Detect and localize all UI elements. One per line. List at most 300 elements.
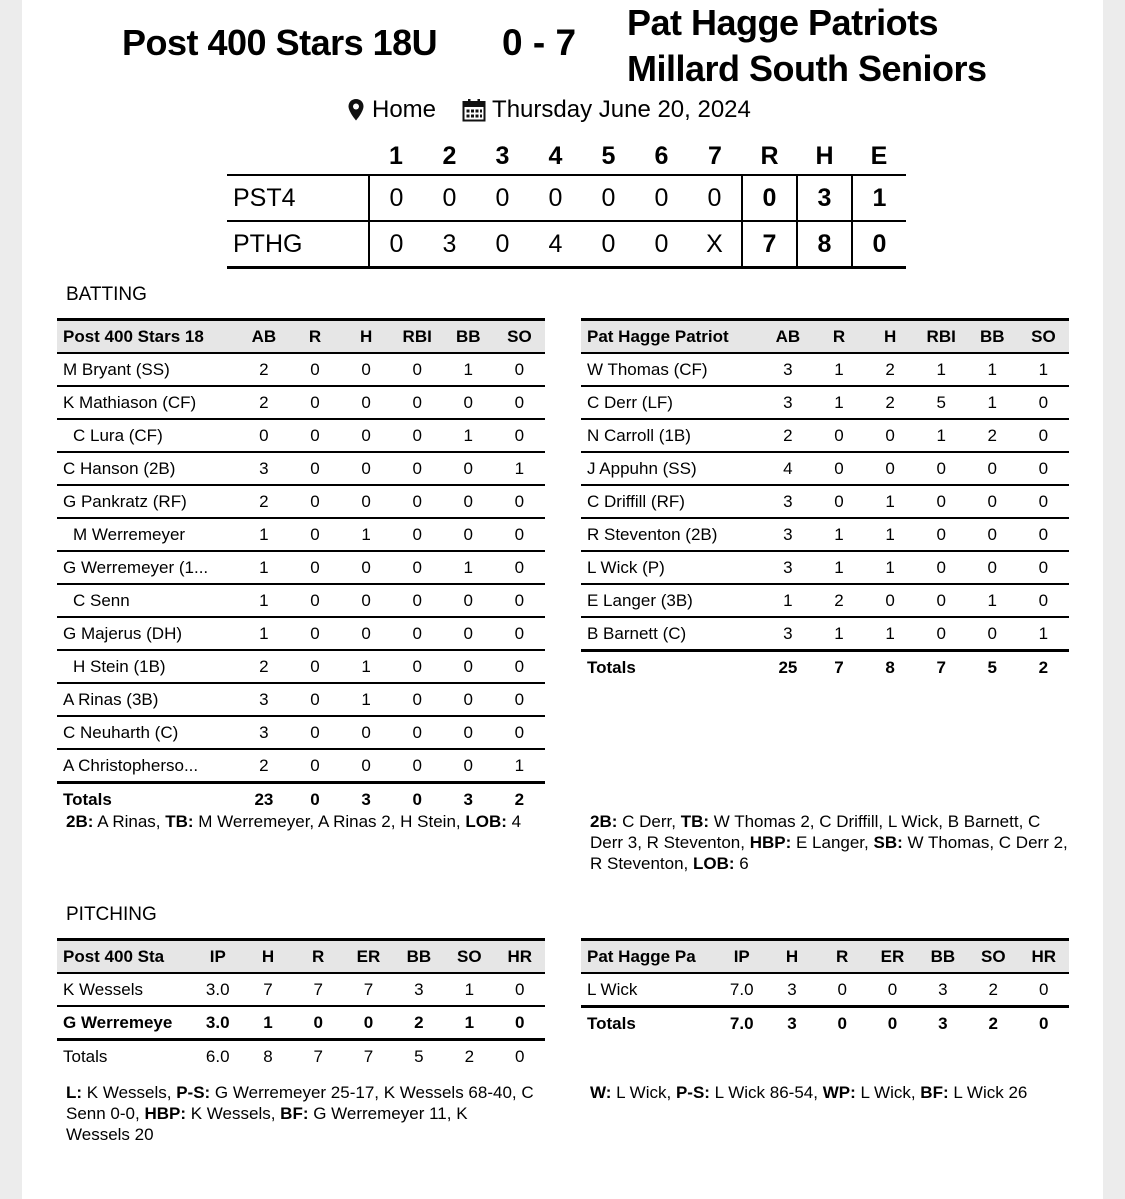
stat-value: 0 xyxy=(392,386,443,419)
stat-value: 1 xyxy=(444,1006,494,1040)
batting-section-title: BATTING xyxy=(66,284,147,305)
stat-column-header: H xyxy=(767,940,817,974)
inning-header: 7 xyxy=(708,141,722,170)
totals-label: Totals xyxy=(63,1046,108,1066)
stat-value: 1 xyxy=(865,485,916,518)
player-name: G Majerus (DH) xyxy=(57,617,238,650)
linescore-table xyxy=(227,138,906,269)
pitching-notes-away xyxy=(66,1082,539,1145)
note-label: BF: xyxy=(280,1104,309,1123)
stat-column-header: BB xyxy=(967,320,1018,354)
totals-value: 8 xyxy=(885,657,895,677)
stat-value: 1 xyxy=(444,973,494,1006)
note-label: L: xyxy=(66,1083,83,1102)
stat-value: 0 xyxy=(916,617,967,651)
inning-score: 0 xyxy=(635,221,688,268)
totals-value: 0 xyxy=(887,1013,898,1033)
stat-value: 3 xyxy=(238,683,289,716)
home-team-name-line2: Millard South Seniors xyxy=(627,48,987,89)
stat-value: 3.0 xyxy=(193,1006,243,1040)
linescore-row-home xyxy=(227,221,906,268)
stat-column-header: ER xyxy=(867,940,917,974)
note-label: P-S: xyxy=(675,1083,710,1102)
stat-value: 0 xyxy=(443,617,494,650)
player-name: L Wick (P) xyxy=(581,551,762,584)
stat-value: 3 xyxy=(762,617,813,651)
stat-value: 0 xyxy=(289,452,340,485)
stat-value: 0 xyxy=(289,551,340,584)
stat-value: 3 xyxy=(762,353,813,386)
totals-value: 3 xyxy=(787,1013,797,1033)
table-row xyxy=(581,452,1069,485)
stat-column-header: IP xyxy=(193,940,243,974)
player-name: C Neuharth (C) xyxy=(57,716,238,749)
stat-column-header: BB xyxy=(918,940,968,974)
errors-total: 0 xyxy=(852,221,906,268)
stat-value: 0 xyxy=(494,551,545,584)
totals-label: Totals xyxy=(587,1013,636,1033)
totals-value: 5 xyxy=(987,657,998,677)
stat-value: 0 xyxy=(494,419,545,452)
player-name: N Carroll (1B) xyxy=(581,419,762,452)
inning-score: 0 xyxy=(688,175,742,221)
inning-header: 2 xyxy=(442,141,457,170)
stat-value: 0 xyxy=(1018,452,1069,485)
map-pin-icon xyxy=(347,98,365,122)
table-row xyxy=(581,617,1069,651)
linescore-corner xyxy=(227,138,369,175)
note-label: WP: xyxy=(822,1083,856,1102)
player-name: C Driffill (RF) xyxy=(581,485,762,518)
stat-column-header: HR xyxy=(495,940,545,974)
table-header-row xyxy=(57,320,545,354)
player-name: E Langer (3B) xyxy=(581,584,762,617)
totals-value: 6.0 xyxy=(205,1046,230,1066)
stat-value: 1 xyxy=(238,617,289,650)
stat-value: 0 xyxy=(341,353,392,386)
stat-value: 0 xyxy=(341,452,392,485)
stat-column-header: RBI xyxy=(392,320,443,354)
totals-label: Totals xyxy=(587,657,636,677)
totals-value: 23 xyxy=(254,789,274,809)
inning-score: 0 xyxy=(423,175,476,221)
stat-column-header: SO xyxy=(444,940,494,974)
stat-value: 1 xyxy=(967,584,1018,617)
stat-value: 0 xyxy=(289,683,340,716)
stat-value: 0 xyxy=(494,617,545,650)
stat-value: 1 xyxy=(865,518,916,551)
stat-column-header: AB xyxy=(238,320,289,354)
stat-value: 1 xyxy=(865,551,916,584)
stat-column-header: AB xyxy=(762,320,813,354)
note-label: TB: xyxy=(680,812,710,831)
stat-value: 3 xyxy=(238,452,289,485)
player-name: C Hanson (2B) xyxy=(57,452,238,485)
table-header-row xyxy=(581,940,1069,974)
stat-value: 1 xyxy=(967,353,1018,386)
stat-value: 1 xyxy=(813,386,864,419)
batting-notes-home xyxy=(590,811,1073,874)
stat-value: 1 xyxy=(443,353,494,386)
stat-value: 3 xyxy=(394,973,444,1006)
box-score-sheet xyxy=(22,0,1103,1199)
note-text: A Rinas, xyxy=(93,812,166,831)
totals-value: 8 xyxy=(263,1046,273,1066)
stat-value: 0 xyxy=(1018,518,1069,551)
stat-value: 0 xyxy=(392,419,443,452)
stat-value: 3 xyxy=(238,716,289,749)
stat-value: 0 xyxy=(392,584,443,617)
stat-value: 0 xyxy=(495,973,545,1006)
table-row xyxy=(57,650,545,683)
note-text: G Werremeyer 11, K Wessels 20 xyxy=(66,1104,473,1144)
stat-value: 0 xyxy=(916,518,967,551)
table-row xyxy=(581,584,1069,617)
stat-value: 1 xyxy=(341,518,392,551)
player-name: G Werremeye xyxy=(57,1006,193,1040)
stat-value: 0 xyxy=(289,353,340,386)
pitching-section-title: PITCHING xyxy=(66,904,157,925)
stat-value: 1 xyxy=(813,551,864,584)
table-row xyxy=(57,551,545,584)
note-label: 2B: xyxy=(66,812,94,831)
stat-value: 0 xyxy=(494,353,545,386)
runs-total: 0 xyxy=(742,175,797,221)
batting-table-away xyxy=(57,318,545,815)
stat-value: 0 xyxy=(341,716,392,749)
stat-value: 0 xyxy=(289,518,340,551)
runs-header: R xyxy=(760,141,779,170)
stat-value: 0 xyxy=(289,617,340,650)
player-name: C Derr (LF) xyxy=(581,386,762,419)
hits-total: 3 xyxy=(797,175,852,221)
totals-value: 25 xyxy=(778,657,798,677)
totals-row xyxy=(581,651,1069,684)
stat-value: 0 xyxy=(443,485,494,518)
stat-value: 3.0 xyxy=(193,973,243,1006)
stat-column-header: SO xyxy=(968,940,1018,974)
stat-column-header: BB xyxy=(443,320,494,354)
note-label: HBP: xyxy=(749,833,792,852)
inning-score: X xyxy=(688,221,742,268)
note-label: W: xyxy=(590,1083,612,1102)
stat-column-header: SO xyxy=(494,320,545,354)
totals-value: 7.0 xyxy=(729,1013,754,1033)
stat-value: 0 xyxy=(494,584,545,617)
stat-value: 0 xyxy=(341,386,392,419)
player-name: L Wick xyxy=(581,973,717,1007)
totals-value: 7 xyxy=(936,657,946,677)
totals-value: 2 xyxy=(464,1046,475,1066)
note-label: 2B: xyxy=(590,812,618,831)
stat-value: 0 xyxy=(1018,485,1069,518)
linescore-row-away xyxy=(227,175,906,221)
home-team-name-line1: Pat Hagge Patriots xyxy=(627,2,939,43)
stat-value: 7 xyxy=(243,973,293,1006)
stat-value: 7.0 xyxy=(717,973,767,1007)
inning-header: 3 xyxy=(495,141,510,170)
home-team-name xyxy=(627,0,987,92)
stat-value: 2 xyxy=(968,973,1018,1007)
stat-column-header: R xyxy=(817,940,867,974)
stat-value: 0 xyxy=(495,1006,545,1040)
player-name: A Rinas (3B) xyxy=(57,683,238,716)
stat-value: 4 xyxy=(762,452,813,485)
player-name: A Christopherso... xyxy=(57,749,238,783)
stat-value: 1 xyxy=(1018,353,1069,386)
stat-column-header: R xyxy=(813,320,864,354)
stat-value: 0 xyxy=(392,683,443,716)
table-row xyxy=(57,584,545,617)
stat-value: 1 xyxy=(813,617,864,651)
stat-value: 0 xyxy=(289,584,340,617)
note-text: 6 xyxy=(734,854,749,873)
stat-value: 0 xyxy=(392,617,443,650)
note-text: L Wick, xyxy=(611,1083,676,1102)
inning-score: 0 xyxy=(476,221,529,268)
batting-table-home xyxy=(581,318,1069,683)
stat-value: 0 xyxy=(341,485,392,518)
totals-value: 0 xyxy=(412,789,422,809)
stat-value: 1 xyxy=(443,551,494,584)
stat-value: 0 xyxy=(289,485,340,518)
stat-value: 0 xyxy=(494,485,545,518)
team-column-header: Pat Hagge Pa xyxy=(581,940,717,974)
stat-value: 0 xyxy=(341,419,392,452)
player-name: K Wessels xyxy=(57,973,193,1006)
stat-value: 3 xyxy=(767,973,817,1007)
stat-value: 0 xyxy=(865,419,916,452)
stat-column-header: H xyxy=(341,320,392,354)
stat-value: 0 xyxy=(392,518,443,551)
game-date: Thursday June 20, 2024 xyxy=(492,96,751,123)
table-row xyxy=(581,386,1069,419)
table-header-row xyxy=(581,320,1069,354)
note-text: 4 xyxy=(506,812,522,831)
pitching-table-away xyxy=(57,938,545,1072)
table-row xyxy=(57,386,545,419)
player-name: R Steventon (2B) xyxy=(581,518,762,551)
stat-value: 0 xyxy=(392,353,443,386)
note-label: BF: xyxy=(920,1083,949,1102)
stat-value: 1 xyxy=(238,518,289,551)
stat-value: 2 xyxy=(238,353,289,386)
inning-header: 1 xyxy=(389,141,403,170)
stat-value: 0 xyxy=(443,518,494,551)
totals-value: 3 xyxy=(361,789,371,809)
player-name: G Pankratz (RF) xyxy=(57,485,238,518)
stat-column-header: RBI xyxy=(916,320,967,354)
totals-value: 0 xyxy=(515,1046,525,1066)
team-column-header: Post 400 Sta xyxy=(57,940,193,974)
player-name: B Barnett (C) xyxy=(581,617,762,651)
stat-value: 1 xyxy=(238,551,289,584)
stat-column-header: ER xyxy=(343,940,393,974)
note-label: TB: xyxy=(165,812,194,831)
table-row xyxy=(57,973,545,1006)
stat-value: 0 xyxy=(392,749,443,783)
player-name: W Thomas (CF) xyxy=(581,353,762,386)
stat-value: 2 xyxy=(865,386,916,419)
note-text: K Wessels, xyxy=(82,1083,177,1102)
note-text: W Thomas, C Derr 2, R Steventon, xyxy=(590,833,1073,873)
stat-value: 0 xyxy=(1018,419,1069,452)
table-row xyxy=(581,353,1069,386)
stat-value: 0 xyxy=(238,419,289,452)
stat-column-header: R xyxy=(289,320,340,354)
totals-row xyxy=(57,1040,545,1073)
stat-value: 0 xyxy=(967,452,1018,485)
note-text: C Derr, xyxy=(617,812,681,831)
stat-value: 1 xyxy=(1018,617,1069,651)
stat-value: 7 xyxy=(293,973,343,1006)
totals-value: 7 xyxy=(363,1046,374,1066)
stat-value: 5 xyxy=(916,386,967,419)
stat-value: 0 xyxy=(341,617,392,650)
stat-value: 0 xyxy=(1018,386,1069,419)
note-label: LOB: xyxy=(693,854,735,873)
totals-value: 0 xyxy=(1039,1013,1049,1033)
stat-value: 1 xyxy=(494,749,545,783)
inning-score: 0 xyxy=(369,221,423,268)
stat-value: 3 xyxy=(762,518,813,551)
stat-value: 3 xyxy=(918,973,968,1007)
pitching-notes-home xyxy=(590,1082,1050,1103)
stat-column-header: H xyxy=(243,940,293,974)
table-row xyxy=(581,973,1069,1007)
hits-header: H xyxy=(815,141,834,170)
stat-value: 7 xyxy=(343,973,393,1006)
stat-value: 1 xyxy=(341,650,392,683)
stat-value: 0 xyxy=(813,485,864,518)
totals-value: 0 xyxy=(310,789,320,809)
stat-value: 0 xyxy=(289,419,340,452)
table-row xyxy=(57,683,545,716)
table-row xyxy=(57,617,545,650)
team-column-header: Post 400 Stars 18 xyxy=(57,320,238,354)
stat-value: 0 xyxy=(392,650,443,683)
stat-value: 3 xyxy=(762,485,813,518)
stat-value: 2 xyxy=(865,353,916,386)
away-team-name: Post 400 Stars 18U xyxy=(122,22,438,63)
stat-value: 0 xyxy=(392,551,443,584)
stat-column-header: IP xyxy=(717,940,767,974)
totals-value: 3 xyxy=(938,1013,948,1033)
inning-score: 4 xyxy=(529,221,582,268)
stat-value: 0 xyxy=(817,973,867,1007)
totals-value: 0 xyxy=(837,1013,847,1033)
stat-value: 0 xyxy=(443,716,494,749)
stat-value: 1 xyxy=(238,584,289,617)
inning-score: 0 xyxy=(476,175,529,221)
stat-value: 0 xyxy=(443,584,494,617)
runs-total: 7 xyxy=(742,221,797,268)
team-column-header: Pat Hagge Patriot xyxy=(581,320,762,354)
totals-value: 2 xyxy=(1038,657,1049,677)
player-name: M Werremeyer xyxy=(57,518,238,551)
totals-label: Totals xyxy=(63,789,112,809)
table-row xyxy=(581,518,1069,551)
stat-value: 0 xyxy=(967,485,1018,518)
table-row xyxy=(57,1006,545,1040)
stat-value: 0 xyxy=(1018,584,1069,617)
stat-value: 1 xyxy=(243,1006,293,1040)
stat-value: 0 xyxy=(494,650,545,683)
table-header-row xyxy=(57,940,545,974)
errors-total: 1 xyxy=(852,175,906,221)
stat-value: 0 xyxy=(443,452,494,485)
stat-value: 0 xyxy=(813,452,864,485)
totals-value: 5 xyxy=(414,1046,424,1066)
stat-column-header: R xyxy=(293,940,343,974)
stat-value: 1 xyxy=(762,584,813,617)
stat-value: 0 xyxy=(443,749,494,783)
player-name: C Lura (CF) xyxy=(57,419,238,452)
stat-value: 2 xyxy=(762,419,813,452)
note-text: W Thomas 2, C Driffill, L Wick, B Barnett, C Derr 3, R Steventon, xyxy=(590,812,1046,852)
errors-header: E xyxy=(870,141,888,170)
inning-score: 0 xyxy=(582,175,635,221)
note-text: L Wick 86-54, xyxy=(709,1083,823,1102)
inning-header: 4 xyxy=(548,141,563,170)
stat-value: 1 xyxy=(813,353,864,386)
stat-value: 1 xyxy=(967,386,1018,419)
linescore-header-row xyxy=(227,138,906,175)
table-row xyxy=(57,452,545,485)
inning-header: 6 xyxy=(654,141,669,170)
table-row xyxy=(581,419,1069,452)
inning-score: 0 xyxy=(582,221,635,268)
stat-value: 0 xyxy=(1019,973,1070,1007)
stat-value: 0 xyxy=(494,716,545,749)
stat-value: 0 xyxy=(289,716,340,749)
stat-value: 0 xyxy=(392,452,443,485)
stat-value: 0 xyxy=(967,518,1018,551)
stat-column-header: BB xyxy=(394,940,444,974)
table-row xyxy=(57,353,545,386)
stat-value: 0 xyxy=(443,650,494,683)
totals-value: 2 xyxy=(988,1013,999,1033)
stat-value: 3 xyxy=(762,551,813,584)
inning-score: 0 xyxy=(369,175,423,221)
stat-value: 2 xyxy=(394,1006,444,1040)
inning-header: 5 xyxy=(601,141,616,170)
stat-value: 1 xyxy=(916,419,967,452)
stat-value: 0 xyxy=(343,1006,393,1040)
player-name: J Appuhn (SS) xyxy=(581,452,762,485)
note-label: HBP: xyxy=(144,1104,187,1123)
stat-value: 0 xyxy=(916,551,967,584)
stat-column-header: SO xyxy=(1018,320,1069,354)
table-row xyxy=(581,485,1069,518)
stat-value: 2 xyxy=(238,485,289,518)
stat-value: 1 xyxy=(494,452,545,485)
stat-value: 0 xyxy=(392,485,443,518)
stat-value: 0 xyxy=(865,452,916,485)
table-row xyxy=(57,518,545,551)
note-text: M Werremeyer, A Rinas 2, H Stein, xyxy=(193,812,466,831)
player-name: H Stein (1B) xyxy=(57,650,238,683)
stat-value: 1 xyxy=(916,353,967,386)
stat-value: 3 xyxy=(762,386,813,419)
stat-value: 0 xyxy=(967,617,1018,651)
table-row xyxy=(57,485,545,518)
stat-value: 0 xyxy=(867,973,917,1007)
stat-value: 1 xyxy=(813,518,864,551)
stat-value: 0 xyxy=(392,716,443,749)
totals-value: 2 xyxy=(514,789,525,809)
stat-value: 0 xyxy=(494,518,545,551)
